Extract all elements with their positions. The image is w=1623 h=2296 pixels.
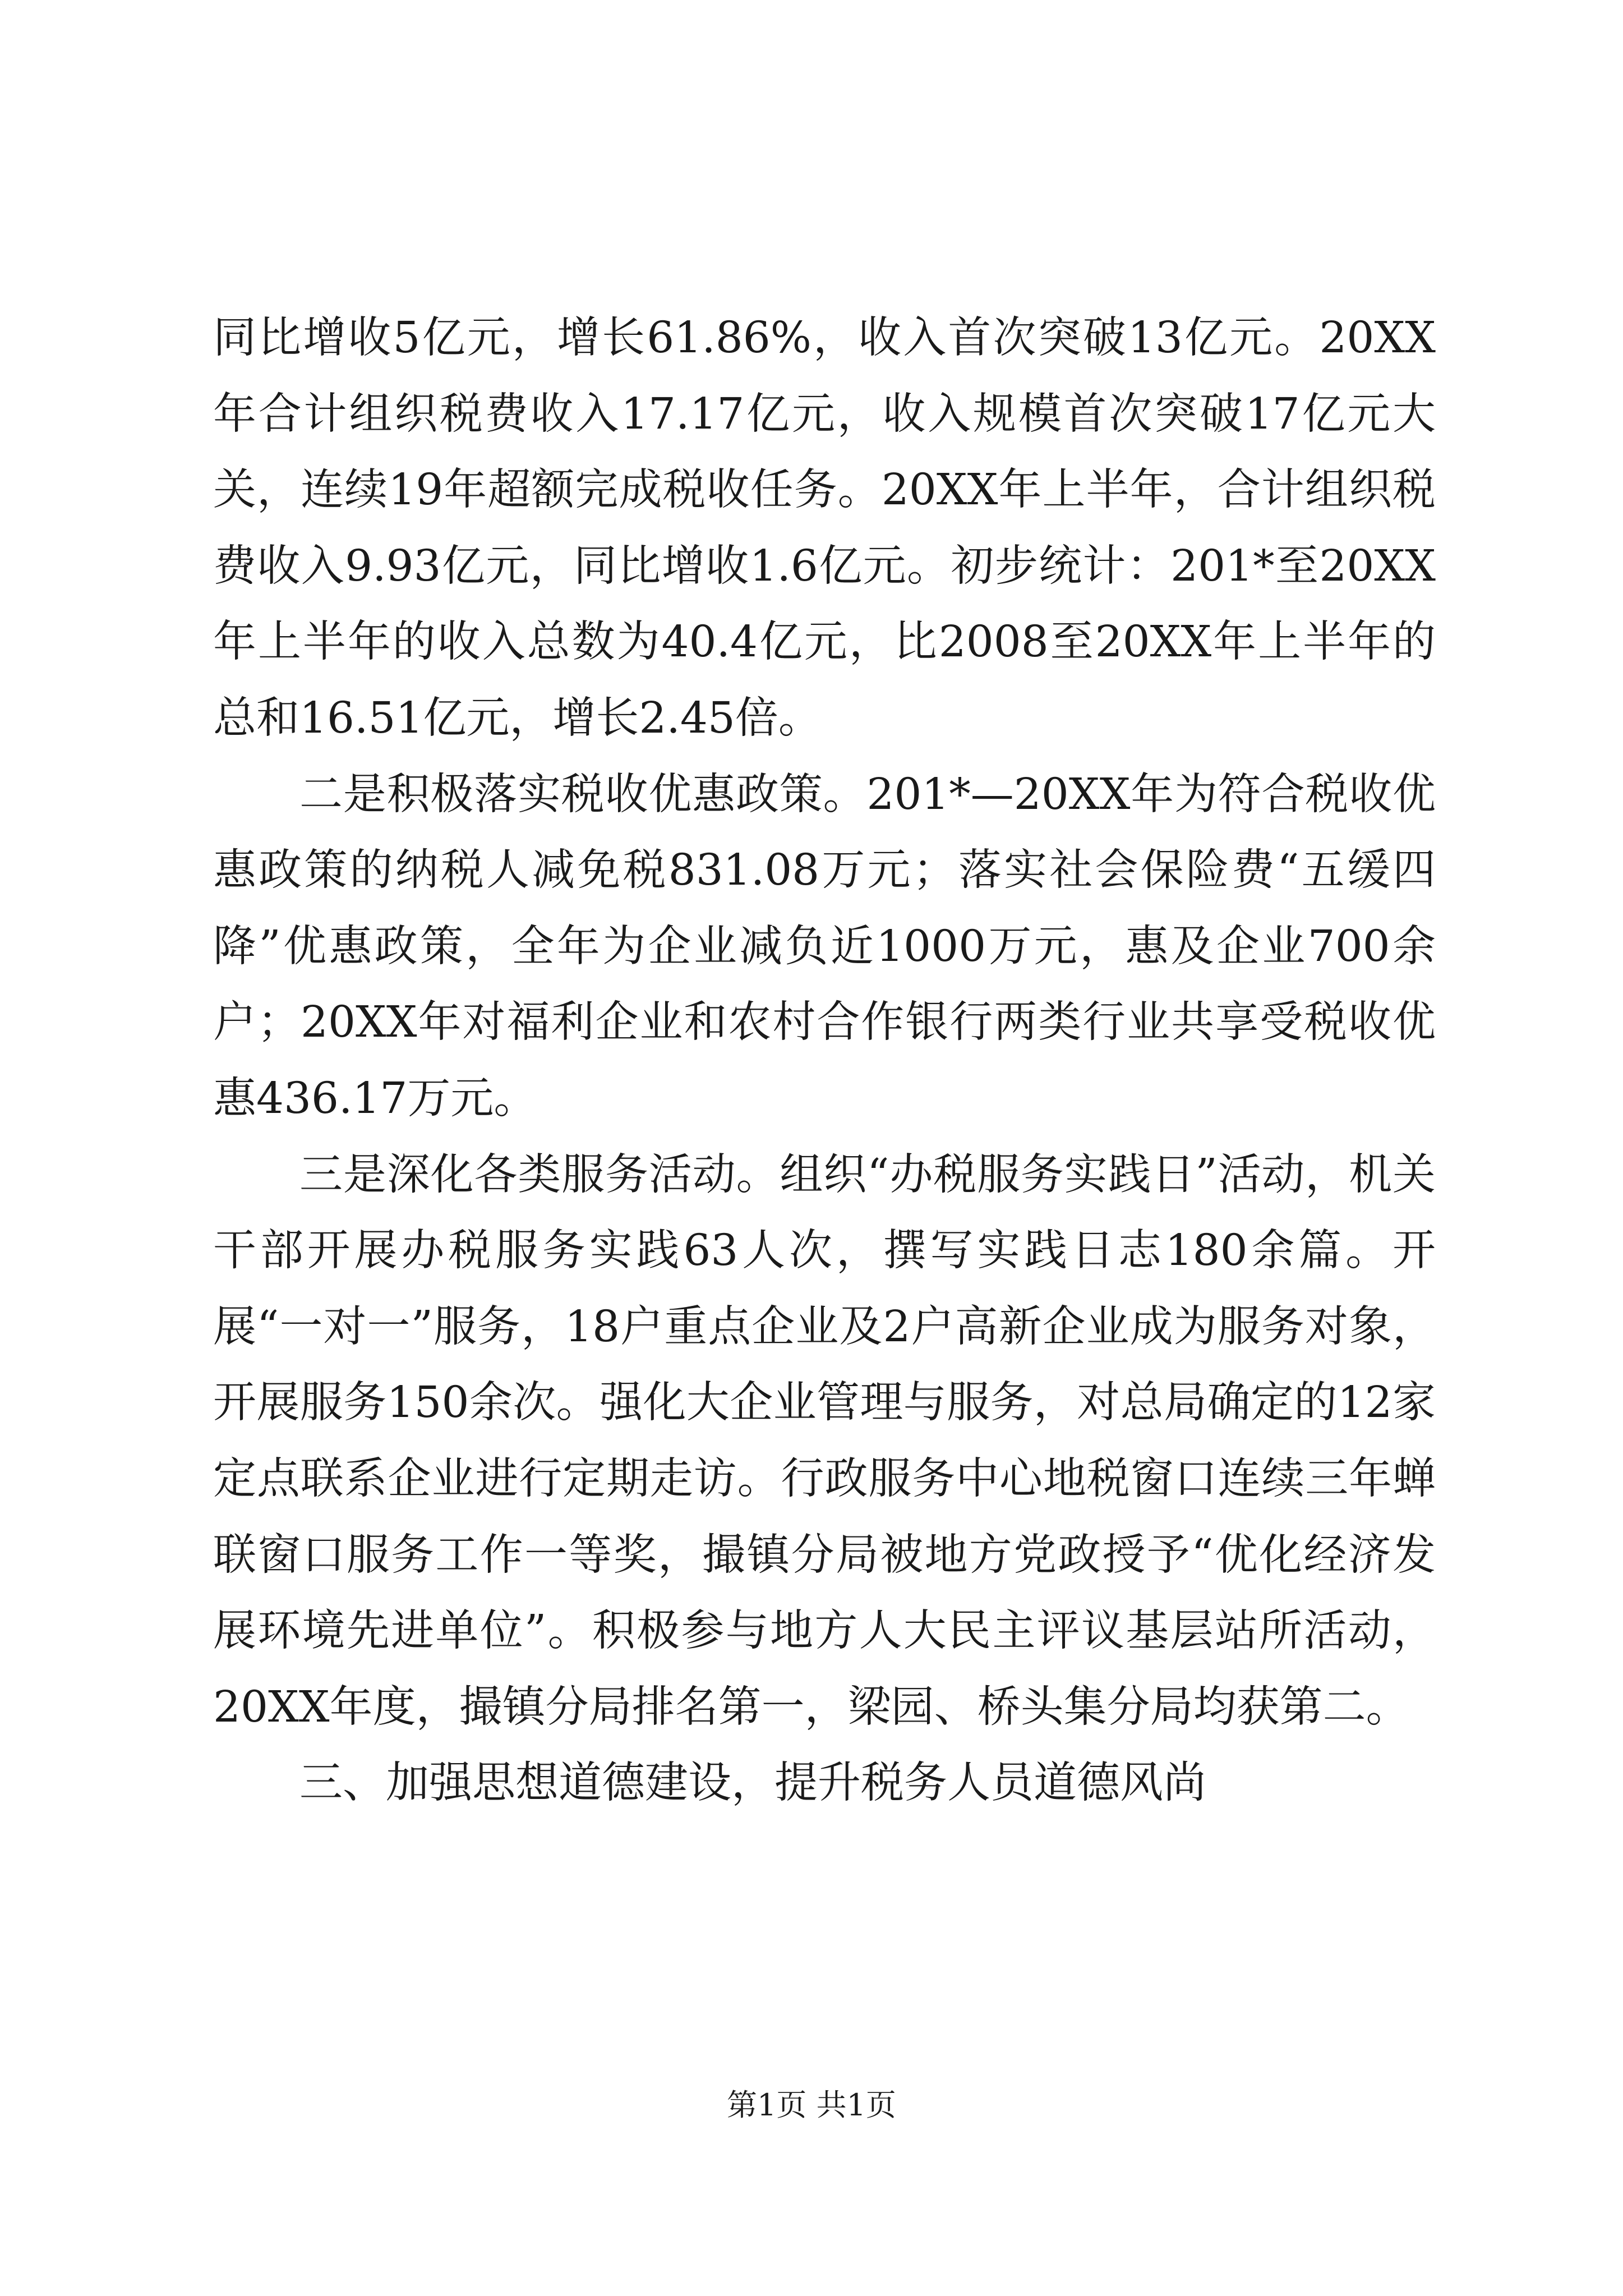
paragraph-service-activities: 三是深化各类服务活动。组织“办税服务实践日”活动，机关干部开展办税服务实践63人次，撰写实践日志180余篇。开展“一对一”服务，18户重点企业及2户高新企业成为服务对象，开展服务150余次。强化大企业管理与服务，对总局确定的12家定点联系企业进行定期走访。行政服务中心地税窗口连续三年蝉联窗口服务工作一等奖，撮镇分局被地方党政授予“优化经济发展环境先进单位”。积极参与地方人大民主评议基层站所活动，20XX年度，撮镇分局排名第一，梁园、桥头集分局均获第二。 (213, 1149, 1436, 1732)
page-footer (0, 2086, 1623, 2125)
document-body (213, 300, 1436, 1821)
page-number-label: 第1页 共1页 (727, 2087, 896, 2123)
section-heading-moral-building: 三、加强思想道德建设，提升税务人员道德风尚 (299, 1758, 1206, 1809)
paragraph-revenue-growth: 同比增收5亿元，增长61.86%，收入首次突破13亿元。20XX年合计组织税费收入17.17亿元，收入规模首次突破17亿元大关，连续19年超额完成税收任务。20XX年上半年，合计组织税费收入9.93亿元，同比增收1.6亿元。初步统计：201*至20XX年上半年的收入总数为40.4亿元，比2008至20XX年上半年的总和16.51亿元，增长2.45倍。 (213, 313, 1436, 743)
paragraph-tax-incentives: 二是积极落实税收优惠政策。201*—20XX年为符合税收优惠政策的纳税人减免税831.08万元；落实社会保险费“五缓四降”优惠政策，全年为企业减负近1000万元，惠及企业700余户；20XX年对福利企业和农村合作银行两类行业共享受税收优惠436.17万元。 (213, 769, 1436, 1124)
